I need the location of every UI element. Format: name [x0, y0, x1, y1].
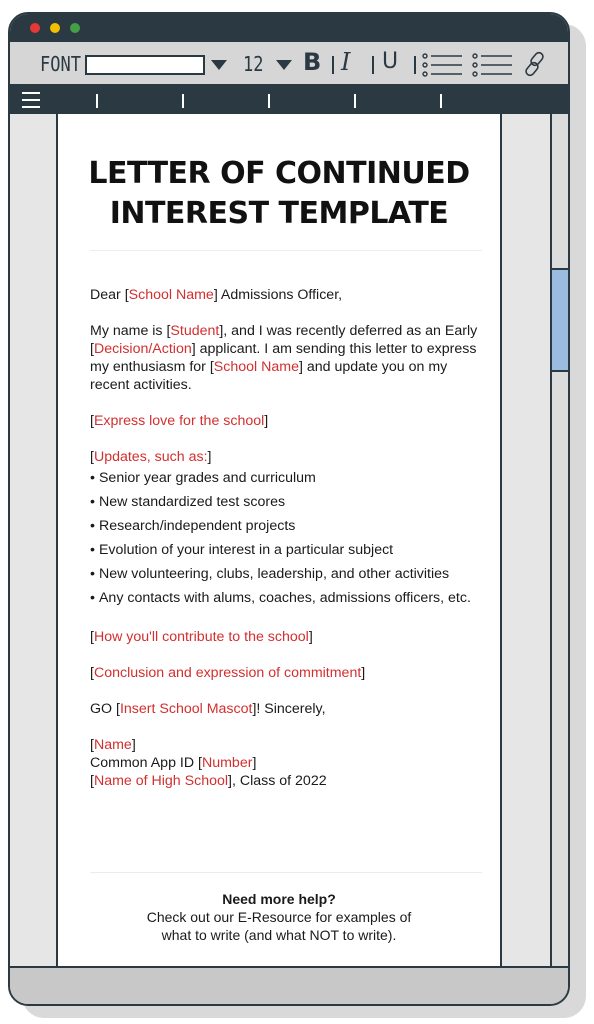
school-name-placeholder: School Name — [128, 287, 214, 303]
underline-button[interactable]: U — [382, 49, 399, 74]
signature-app-id-line — [90, 754, 482, 772]
scrollbar-thumb[interactable] — [552, 268, 570, 372]
app-id-text: Common App ID [ — [90, 755, 202, 771]
greeting-text: Dear [ — [90, 287, 129, 303]
menu-separator — [182, 94, 184, 108]
list-item: • New standardized test scores — [90, 490, 482, 514]
intro-paragraph — [90, 322, 482, 394]
menu-separator — [268, 94, 270, 108]
menu-separator — [96, 94, 98, 108]
school-name-placeholder: School Name — [213, 359, 299, 375]
bold-button[interactable]: B — [303, 48, 322, 76]
name-placeholder: Name — [93, 737, 132, 753]
help-line-2: what to write (and what NOT to write). — [161, 927, 397, 943]
help-divider — [90, 872, 482, 873]
editor-window — [8, 12, 570, 1006]
mascot-placeholder: Insert School Mascot — [119, 701, 253, 717]
student-placeholder: Student — [170, 323, 220, 339]
help-line-1: Check out our E-Resource for examples of — [146, 909, 412, 925]
menu-bar — [10, 86, 568, 114]
greeting-paragraph — [90, 286, 482, 304]
status-bar — [10, 966, 568, 1006]
italic-button[interactable]: I — [341, 48, 351, 76]
class-year-text: ], Class of 2022 — [228, 773, 327, 789]
list-item: • Senior year grades and curriculum — [90, 466, 482, 490]
mascot-paragraph — [90, 700, 482, 718]
signature-school-line: [Name of High School], Class of 2022 — [90, 773, 327, 789]
decision-action-placeholder: Decision/Action — [93, 341, 192, 357]
app-id-text: ] — [252, 755, 257, 771]
updates-label: [Updates, such as:] — [90, 449, 212, 465]
help-section — [78, 890, 480, 944]
express-love-placeholder: Express love for the school — [93, 413, 265, 429]
hamburger-menu-icon[interactable] — [22, 92, 40, 108]
menu-separator — [354, 94, 356, 108]
conclusion-paragraph: [Conclusion and expression of commitment] — [90, 665, 366, 681]
document-area — [10, 114, 568, 966]
numbered-list-icon[interactable] — [472, 52, 514, 78]
title-bar — [10, 14, 568, 42]
bullet-list-icon[interactable] — [422, 52, 464, 78]
font-size-value[interactable]: 12 — [243, 52, 264, 76]
list-item: • Any contacts with alums, coaches, admissions officers, etc. — [90, 586, 482, 610]
list-item: • Evolution of your interest in a particular subject — [90, 538, 482, 562]
maximize-window-button[interactable] — [70, 23, 80, 33]
toolbar-divider — [332, 56, 334, 74]
title-line-1: LETTER OF CONTINUED — [88, 156, 470, 191]
document-page[interactable] — [56, 114, 502, 966]
link-icon[interactable] — [522, 51, 548, 77]
minimize-window-button[interactable] — [50, 23, 60, 33]
letter-body — [90, 286, 482, 790]
mascot-text: GO [ — [90, 701, 120, 717]
mascot-text: ]! Sincerely, — [252, 701, 326, 717]
font-size-dropdown-chevron-icon[interactable] — [276, 60, 292, 70]
toolbar-divider — [414, 56, 416, 74]
contribute-placeholder: How you'll contribute to the school — [93, 629, 309, 645]
number-placeholder: Number — [201, 755, 253, 771]
intro-text: ] and update you on my recent activities. — [90, 359, 448, 393]
updates-placeholder: Updates, such as: — [93, 449, 208, 465]
font-dropdown-chevron-icon[interactable] — [211, 60, 227, 70]
list-item: • Research/independent projects — [90, 514, 482, 538]
vertical-scrollbar[interactable] — [552, 114, 570, 966]
intro-text: ], and I was recently deferred as an Early [ — [90, 323, 478, 357]
close-window-button[interactable] — [30, 23, 40, 33]
font-select[interactable] — [85, 55, 205, 75]
updates-list — [90, 466, 482, 610]
express-love-paragraph: [Express love for the school] — [90, 413, 269, 429]
intro-text: ] applicant. I am sending this letter to express my enthusiasm for [ — [90, 341, 477, 375]
intro-text: My name is [ — [90, 323, 171, 339]
contribute-paragraph: [How you'll contribute to the school] — [90, 629, 313, 645]
menu-separator — [440, 94, 442, 108]
signature-block — [90, 736, 482, 790]
high-school-placeholder: Name of High School — [93, 773, 229, 789]
help-title: Need more help? — [222, 891, 336, 907]
signature-name-line: [Name] — [90, 737, 136, 753]
toolbar-divider — [372, 56, 374, 74]
page-title — [78, 154, 480, 234]
title-divider — [90, 250, 482, 251]
list-item: • New volunteering, clubs, leadership, and other activities — [90, 562, 482, 586]
title-line-2: INTEREST TEMPLATE — [109, 196, 449, 231]
conclusion-placeholder: Conclusion and expression of commitment — [93, 665, 362, 681]
formatting-toolbar — [10, 42, 568, 86]
greeting-text: ] Admissions Officer, — [213, 287, 343, 303]
font-label: FONT — [40, 52, 81, 76]
